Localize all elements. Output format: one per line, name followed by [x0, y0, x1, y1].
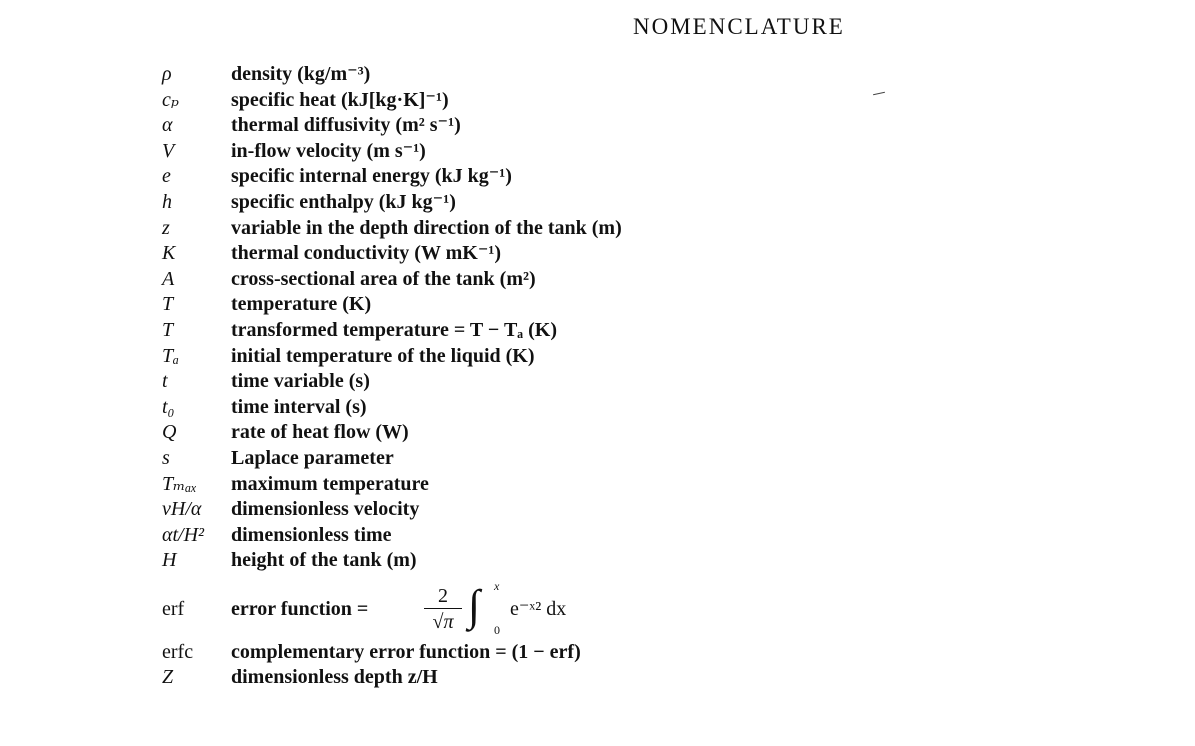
definition: maximum temperature — [231, 472, 429, 495]
symbol: h — [162, 190, 172, 213]
definition: dimensionless velocity — [231, 498, 420, 521]
definition: dimensionless depth z/H — [231, 666, 438, 689]
erf-entry — [162, 580, 922, 640]
definition: rate of heat flow (W) — [231, 421, 409, 444]
definition: complementary error function = (1 − erf) — [231, 640, 581, 663]
symbol: Z — [162, 666, 174, 689]
definition: temperature (K) — [231, 293, 372, 316]
list-item — [162, 548, 922, 574]
list-item — [162, 113, 922, 139]
definition: thermal diffusivity (m² s⁻¹) — [231, 114, 461, 137]
definition: density (kg/m⁻³) — [231, 63, 371, 85]
symbol: z — [162, 216, 170, 239]
symbol: erf — [162, 597, 185, 620]
list-item — [162, 369, 922, 395]
fraction-numerator: 2 — [438, 584, 448, 607]
symbol: T — [162, 318, 174, 341]
list-item — [162, 139, 922, 165]
integral-sign: ∫ — [468, 580, 481, 630]
definition: variable in the depth direction of the tank (m) — [231, 216, 622, 239]
list-item — [162, 164, 922, 190]
list-item — [162, 446, 922, 472]
symbol: Tₘₐₓ — [162, 472, 197, 495]
symbol: t — [162, 370, 168, 393]
list-item — [162, 190, 922, 216]
integrand: e⁻ˣ² dx — [510, 597, 567, 620]
list-item — [162, 216, 922, 242]
definition: initial temperature of the liquid (K) — [231, 344, 535, 367]
list-item — [162, 344, 922, 370]
definition: transformed temperature = T − Tₐ (K) — [231, 318, 557, 341]
list-item — [162, 395, 922, 421]
fraction-denominator: √π — [432, 610, 454, 633]
symbol: A — [162, 267, 175, 290]
nomenclature-list — [162, 62, 922, 691]
list-item — [162, 318, 922, 344]
fraction — [424, 584, 462, 635]
symbol: cₚ — [162, 88, 179, 111]
definition: height of the tank (m) — [231, 549, 417, 572]
symbol: K — [162, 242, 176, 265]
symbol: V — [162, 139, 175, 162]
list-item — [162, 241, 922, 267]
symbol: vH/α — [162, 498, 202, 521]
list-item — [162, 420, 922, 446]
definition: specific enthalpy (kJ kg⁻¹) — [231, 190, 456, 213]
symbol: t₀ — [162, 395, 175, 418]
definition: in-flow velocity (m s⁻¹) — [231, 139, 426, 162]
list-item — [162, 665, 922, 691]
symbol: s — [162, 446, 170, 469]
list-item — [162, 472, 922, 498]
definition: thermal conductivity (W mK⁻¹) — [231, 242, 502, 265]
symbol: e — [162, 165, 171, 188]
definition: time interval (s) — [231, 395, 367, 418]
definition: Laplace parameter — [231, 446, 394, 469]
list-item — [162, 640, 922, 666]
symbol: erfc — [162, 640, 194, 663]
nomenclature-title: NOMENCLATURE — [633, 14, 845, 39]
definition: specific heat (kJ[kg·K]⁻¹) — [231, 88, 449, 111]
list-item — [162, 62, 922, 88]
symbol: ρ — [162, 63, 172, 85]
symbol: Q — [162, 421, 177, 444]
list-item — [162, 523, 922, 549]
symbol: αt/H² — [162, 523, 205, 546]
list-item — [162, 292, 922, 318]
definition: dimensionless time — [231, 523, 392, 546]
definition: cross-sectional area of the tank (m²) — [231, 267, 536, 290]
definition: time variable (s) — [231, 370, 370, 393]
erf-formula — [424, 580, 664, 640]
integral-lower-limit: 0 — [494, 622, 500, 637]
symbol: Tₐ — [162, 344, 179, 367]
list-item — [162, 497, 922, 523]
symbol: α — [162, 114, 173, 137]
symbol: H — [162, 549, 177, 572]
list-item — [162, 88, 922, 114]
definition: specific internal energy (kJ kg⁻¹) — [231, 165, 512, 188]
symbol: T — [162, 293, 174, 316]
definition: error function = — [231, 597, 369, 620]
list-item — [162, 267, 922, 293]
integral-upper-limit: x — [494, 578, 500, 593]
